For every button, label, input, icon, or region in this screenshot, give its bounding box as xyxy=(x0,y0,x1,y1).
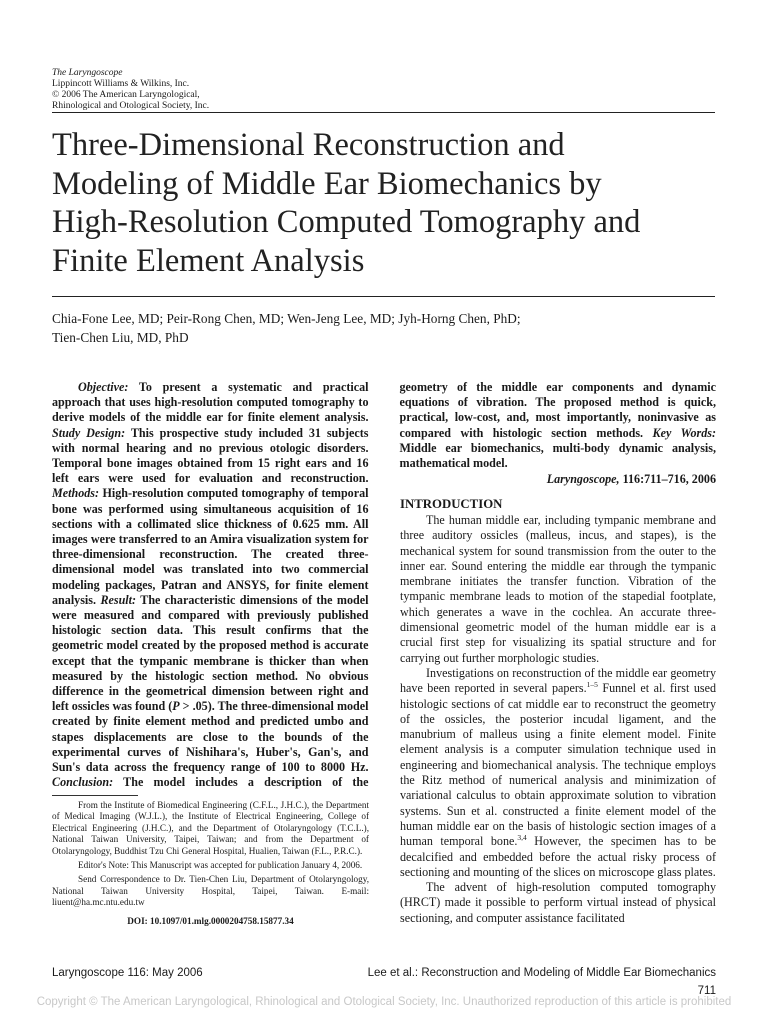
article-title xyxy=(52,126,732,280)
citation-ref: 116:711–716, 2006 xyxy=(619,472,716,487)
title-rule xyxy=(52,296,715,297)
introduction-body xyxy=(400,513,716,926)
author-initials: F.L., P.R.C. xyxy=(314,845,357,856)
title-line: Three-Dimensional Reconstruction and xyxy=(52,127,565,163)
body-paragraph: The human middle ear, including tympanic membrane and three auditory ossicles (malleus, incus, and stapes), is the mechanical system for sound transmission from the outer to the inner ear. Sound entering the middle ear through the tympanic membrane initiates the transfer function. Vibration of the tympanic membrane leads to motion of the stapedial footplate, which generates a wave in the cochlea. An accurate three-dimensional geometric model of the human middle ear is a crucial first step for visualizing its spatial structure and for carrying out further morphologic studies. xyxy=(400,513,716,665)
author-initials: C.F.L., J.H.C. xyxy=(252,800,304,810)
journal-issue: Laryngoscope 116: May 2006 xyxy=(52,967,203,979)
copyright-line-2: Rhinological and Otological Society, Inc. xyxy=(52,101,210,111)
result-label: Result: xyxy=(100,592,137,607)
author-list xyxy=(52,309,702,347)
publisher: Lippincott Williams & Wilkins, Inc. xyxy=(52,79,190,89)
author-initials: W.J.L. xyxy=(138,811,162,822)
citation xyxy=(400,472,717,487)
top-rule xyxy=(52,112,715,113)
footnote-rule xyxy=(52,795,138,796)
section-heading: INTRODUCTION xyxy=(400,497,503,511)
copyright-notice: Copyright © The American Laryngological, Rhinological and Otological Society, Inc. Unauthorized reproduction of this article is prohibited xyxy=(36,996,732,1008)
result-text: The characteristic dimensions of the model were measured and compared with previously published histologic section data. This result confirms that the geometric model created by the proposed method is accurate except that the tympanic membrane is thicker than when measured by the histologic section method. No obvious difference in the geometrical dimension between right and left ossicles was found ( xyxy=(52,592,369,714)
body-paragraph: The advent of high-resolution computed tomography (HRCT) made it possible to perform virtual instead of physical sectioning, and computer assistance facilitated xyxy=(400,880,716,925)
objective-label: Objective: xyxy=(78,380,129,394)
doi: DOI: 10.1097/01.mlg.0000204758.15877.34 xyxy=(127,915,294,926)
reference-marker: 1–5 xyxy=(586,680,598,690)
study-design-label: Study Design: xyxy=(52,425,126,440)
journal-info xyxy=(52,68,452,112)
title-line: Finite Element Analysis xyxy=(52,242,365,279)
running-title: Lee et al.: Reconstruction and Modeling of Middle Ear Biomechanics xyxy=(367,967,716,979)
editor-note: Editor's Note: This Manuscript was accepted for publication January 4, 2006. xyxy=(78,860,363,871)
author-initials: J.H.C. xyxy=(145,822,169,833)
authors-line: Chia-Fone Lee, MD; Peir-Rong Chen, MD; Wen-Jeng Lee, MD; Jyh-Horng Chen, PhD; xyxy=(52,311,521,326)
title-line: Modeling of Middle Ear Biomechanics by xyxy=(52,165,602,202)
conclusion-text: The model includes a description of the geometry of the middle ear components and dynamic equations of vibration. The proposed method is quick, practical, low-cost, and, most importantly, noninvasive as compared with histologic section methods. xyxy=(113,380,716,790)
study-design-text: This prospective study included 31 subjects with normal hearing and no previous otologic disorders. Temporal bone images obtained from 15 right ears and 16 left ears were used for evaluation and reconstruction. xyxy=(52,425,369,486)
keywords-text: Middle ear biomechanics, multi-body dynamic analysis, mathematical model. xyxy=(399,440,716,471)
copyright-line-1: © 2006 The American Laryngological, xyxy=(52,90,200,100)
keywords-label: Key Words: xyxy=(652,425,716,440)
objective-text: To present a systematic and practical approach that uses high-resolution computed tomography to derive models of the middle ear for finite element analysis. xyxy=(52,380,369,425)
affiliations: From the Institute of Biomedical Engineering (C.F.L., J.H.C.), the Department of Medical Imaging (W.J.L.), the Institute of Electrical Engineering, College of Electrical Engineering (J.H.C.), and the Department of Otolaryngology (T.C.L.), National Taiwan University, Taipei, Taiwan; and from the Department of Otolaryngology, Buddhist Tzu Chi General Hospital, Hualien, Taiwan (F.L., P.R.C.). xyxy=(52,800,370,856)
reference-marker: 3,4 xyxy=(517,833,527,843)
correspondence: Send Correspondence to Dr. Tien-Chen Liu, Department of Otolaryngology, National Taiwan University Hospital, Taipei, Taiwan. E-mail: liuent@ha.mc.ntu.edu.tw xyxy=(52,874,369,908)
result-text-continued: > .05). The three-dimensional model created by finite element method and predicted umbo and stapes displacements are close to the bounds of the experimental curves of Nishihara's, Huber's, Gan's, and Sun's data across the frequency range of 100 to 8000 Hz. xyxy=(52,699,369,775)
title-line: High-Resolution Computed Tomography and xyxy=(52,204,641,240)
footnotes xyxy=(52,800,369,930)
body-paragraph: Investigations on reconstruction of the middle ear geometry have been reported in several papers.$^{1-5}$ Funnel et al. first used histologic sections of cat middle ear to reconstruct the geometry of the ossicles, the posterior incudal ligament, and the manubrium of malleus using a finite element model. Finite element analysis is a computer simulation technique used in engineering and biomechanical analysis. The technique employs the Ritz method of numerical analysis and minimization of variational calculus to obtain approximate solution to vibration systems. Sun et al. constructed a finite element model of the human middle ear on the basis of histologic section images of a human temporal bone.$^{3,4}$ However, the specimen has to be decalcified and embedded before the actual risky process of sectioning and mounting of the slices on microscope glass plates. xyxy=(400,665,716,879)
author-initials: T.C.L. xyxy=(340,822,364,833)
authors-line: Tien-Chen Liu, MD, PhD xyxy=(52,330,189,345)
p-symbol: P xyxy=(172,699,180,714)
conclusion-label: Conclusion: xyxy=(52,775,114,790)
methods-label: Methods: xyxy=(52,486,100,501)
citation-journal: Laryngoscope, xyxy=(546,472,620,487)
page-number: 711 xyxy=(697,985,716,997)
journal-name: The Laryngoscope xyxy=(52,68,123,78)
methods-text: High-resolution computed tomography of temporal bone was performed using simultaneous acquisition of 16 sections with a collimated slice thickness of 0.625 mm. All images were transferred to an Amira visualization system for three-dimensional reconstruction. The created three-dimensional model was translated into two commercial modeling packages, Patran and ANSYS, for finite element analysis. xyxy=(52,486,369,607)
